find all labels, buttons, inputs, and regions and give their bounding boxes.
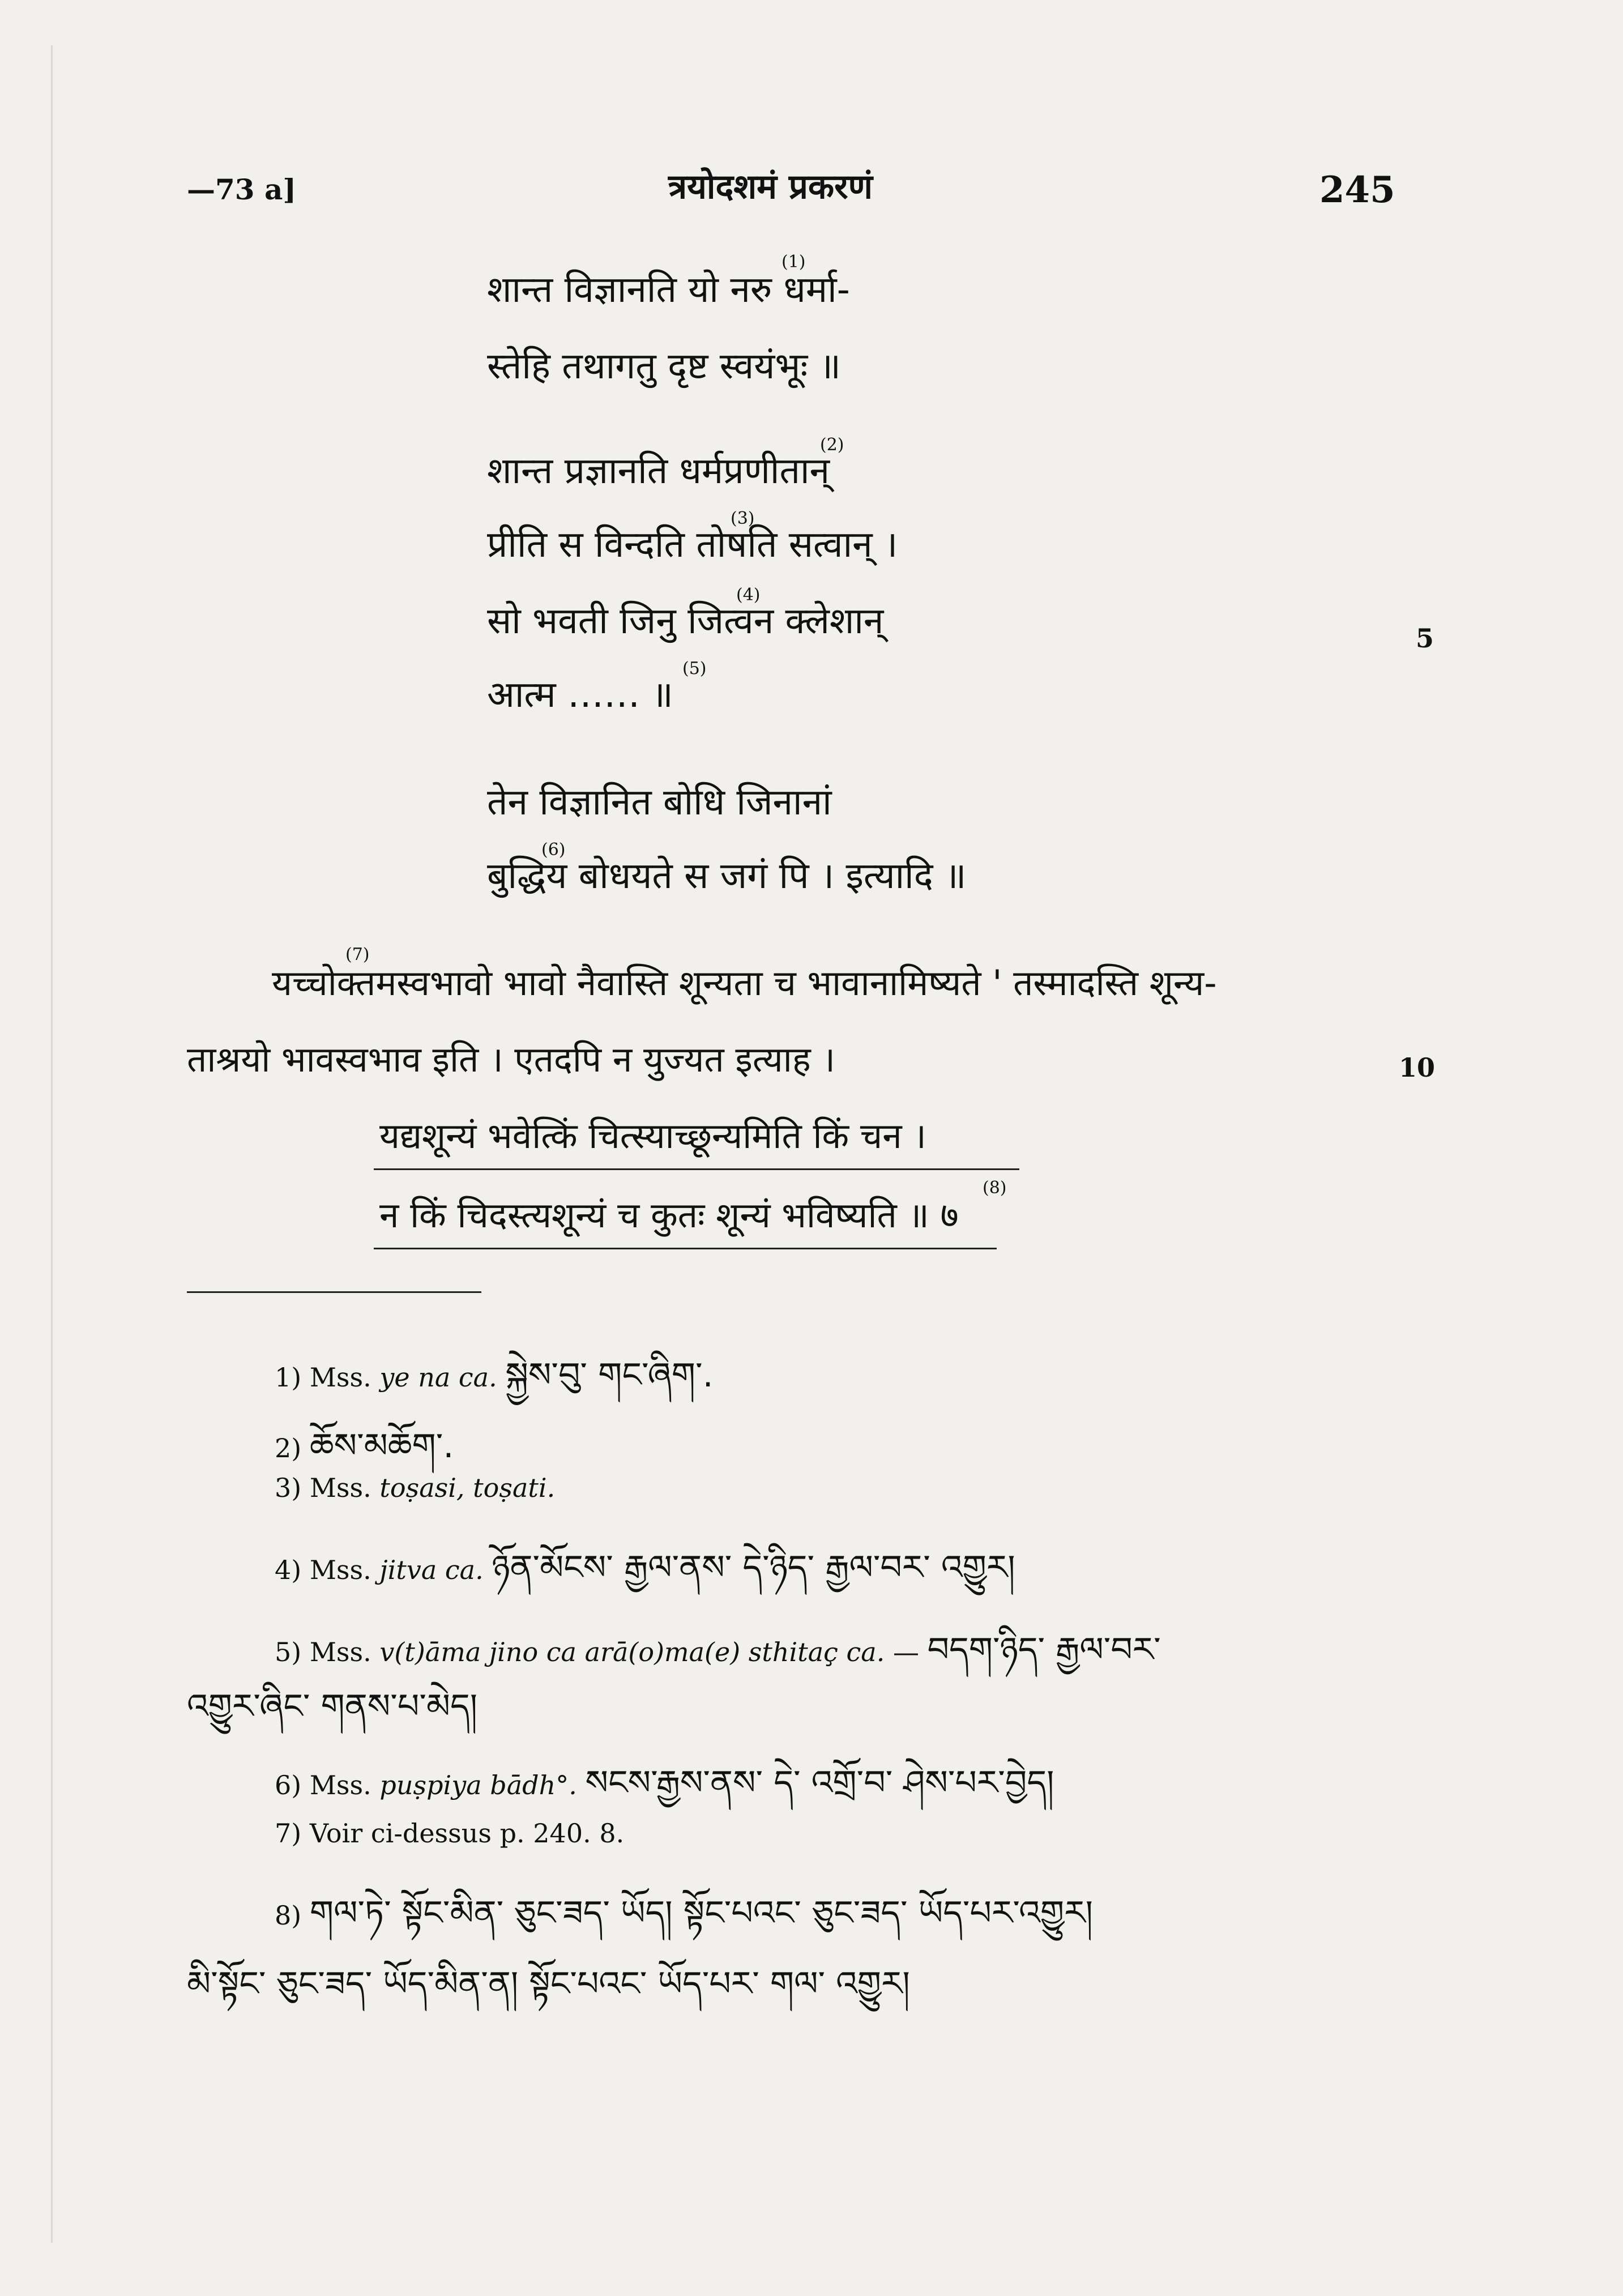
footnote-6: 6) Mss. puṣpiya bādh°. སངས་རྒྱས་ནས་ དེ་ འགྲོ་བ་ ཤེས་པར་བྱེད། (275, 1763, 1054, 1803)
verse-line: स्तेहि तथागतु दृष्ट स्वयंभूः ॥ (487, 345, 841, 387)
prose-line: ताश्रयो भावस्वभाव इति । एतदपि न युज्यत इत्याह । (187, 1039, 835, 1080)
footnote-2: 2) ཆོས་མཆོག་. (275, 1426, 454, 1466)
verse-line: शान्त प्रज्ञानति धर्मप्रणीतान् (487, 450, 830, 492)
footnote-3: 3) Mss. toṣasi, toṣati. (275, 1473, 556, 1503)
footnote-1: 1) Mss. ye na ca. སྐྱེས་བུ་ གང་ཞིག་. (275, 1355, 714, 1395)
footnote-5-continued: འགྱུར་ཞིང་ གནས་པ་མེད། (187, 1687, 478, 1726)
header-folio-ref: —73 a] (187, 173, 297, 206)
verse-line: प्रीति स विन्दति तोषति सत्वान् । (487, 524, 898, 566)
karika-underline (374, 1168, 1019, 1170)
footnote-separator (187, 1291, 481, 1293)
footnote-4: 4) Mss. jitva ca. ཉོན་མོངས་ རྒྱལ་ནས་ དེ་ཉིད་ རྒྱལ་བར་ འགྱུར། (275, 1548, 1015, 1587)
footnote-marker: (6) (541, 840, 566, 860)
footnote-8-continued: མི་སྟོང་ ཅུང་ཟད་ ཡོད་མིན་ན། སྟོང་པའང་ ཡོད་པར་ གལ་ འགྱུར། (187, 1964, 910, 2004)
verse-line: आत्म ‥‥‥ ॥ (487, 674, 673, 716)
page-number: 245 (1319, 169, 1395, 211)
page-edge-line (51, 45, 53, 2243)
footnote-marker: (7) (345, 945, 370, 965)
footnote-marker: (3) (731, 509, 755, 528)
page-title: त्रयोदशमं प्रकरणं (668, 167, 873, 207)
footnote-marker: (1) (781, 252, 806, 272)
footnote-marker: (2) (820, 435, 844, 455)
footnote-7: 7) Voir ci-dessus p. 240. 8. (275, 1818, 625, 1849)
footnote-marker: (8) (983, 1178, 1007, 1198)
verse-line: सो भवती जिनु जित्वन क्लेशान् (487, 600, 884, 642)
karika-line: न किं चिदस्त्यशून्यं च कुतः शून्यं भविष्यति ॥ ७ (379, 1194, 959, 1236)
prose-line: यच्चोक्तमस्वभावो भावो नैवास्ति शून्यता च भावानामिष्यते ' तस्मादस्ति शून्य- (272, 962, 1217, 1004)
footnote-marker: (5) (682, 659, 707, 678)
verse-line: तेन विज्ञानित बोधि जिनानां (487, 782, 832, 823)
verse-line: बुद्धिय बोधयते स जगं पि । इत्यादि ॥ (487, 855, 967, 897)
footnote-marker: (4) (736, 585, 761, 605)
karika-underline (374, 1248, 997, 1249)
karika-line: यद्यशून्यं भवेत्किं चित्स्याच्छून्यमिति किं चन । (379, 1115, 926, 1156)
footnote-5: 5) Mss. v(t)āma jino ca arā(o)ma(e) sthitaç ca. — བདག་ཉིད་ རྒྱལ་བར་ (275, 1630, 1161, 1670)
line-number: 10 (1399, 1052, 1436, 1083)
footnote-8: 8) གལ་ཏེ་ སྟོང་མིན་ ཅུང་ཟད་ ཡོད། སྟོང་པའང་ ཅུང་ཟད་ ཡོད་པར་འགྱུར། (275, 1893, 1093, 1933)
line-number: 5 (1416, 623, 1434, 654)
verse-line: शान्त विज्ञानति यो नरु धर्मा- (487, 269, 850, 311)
